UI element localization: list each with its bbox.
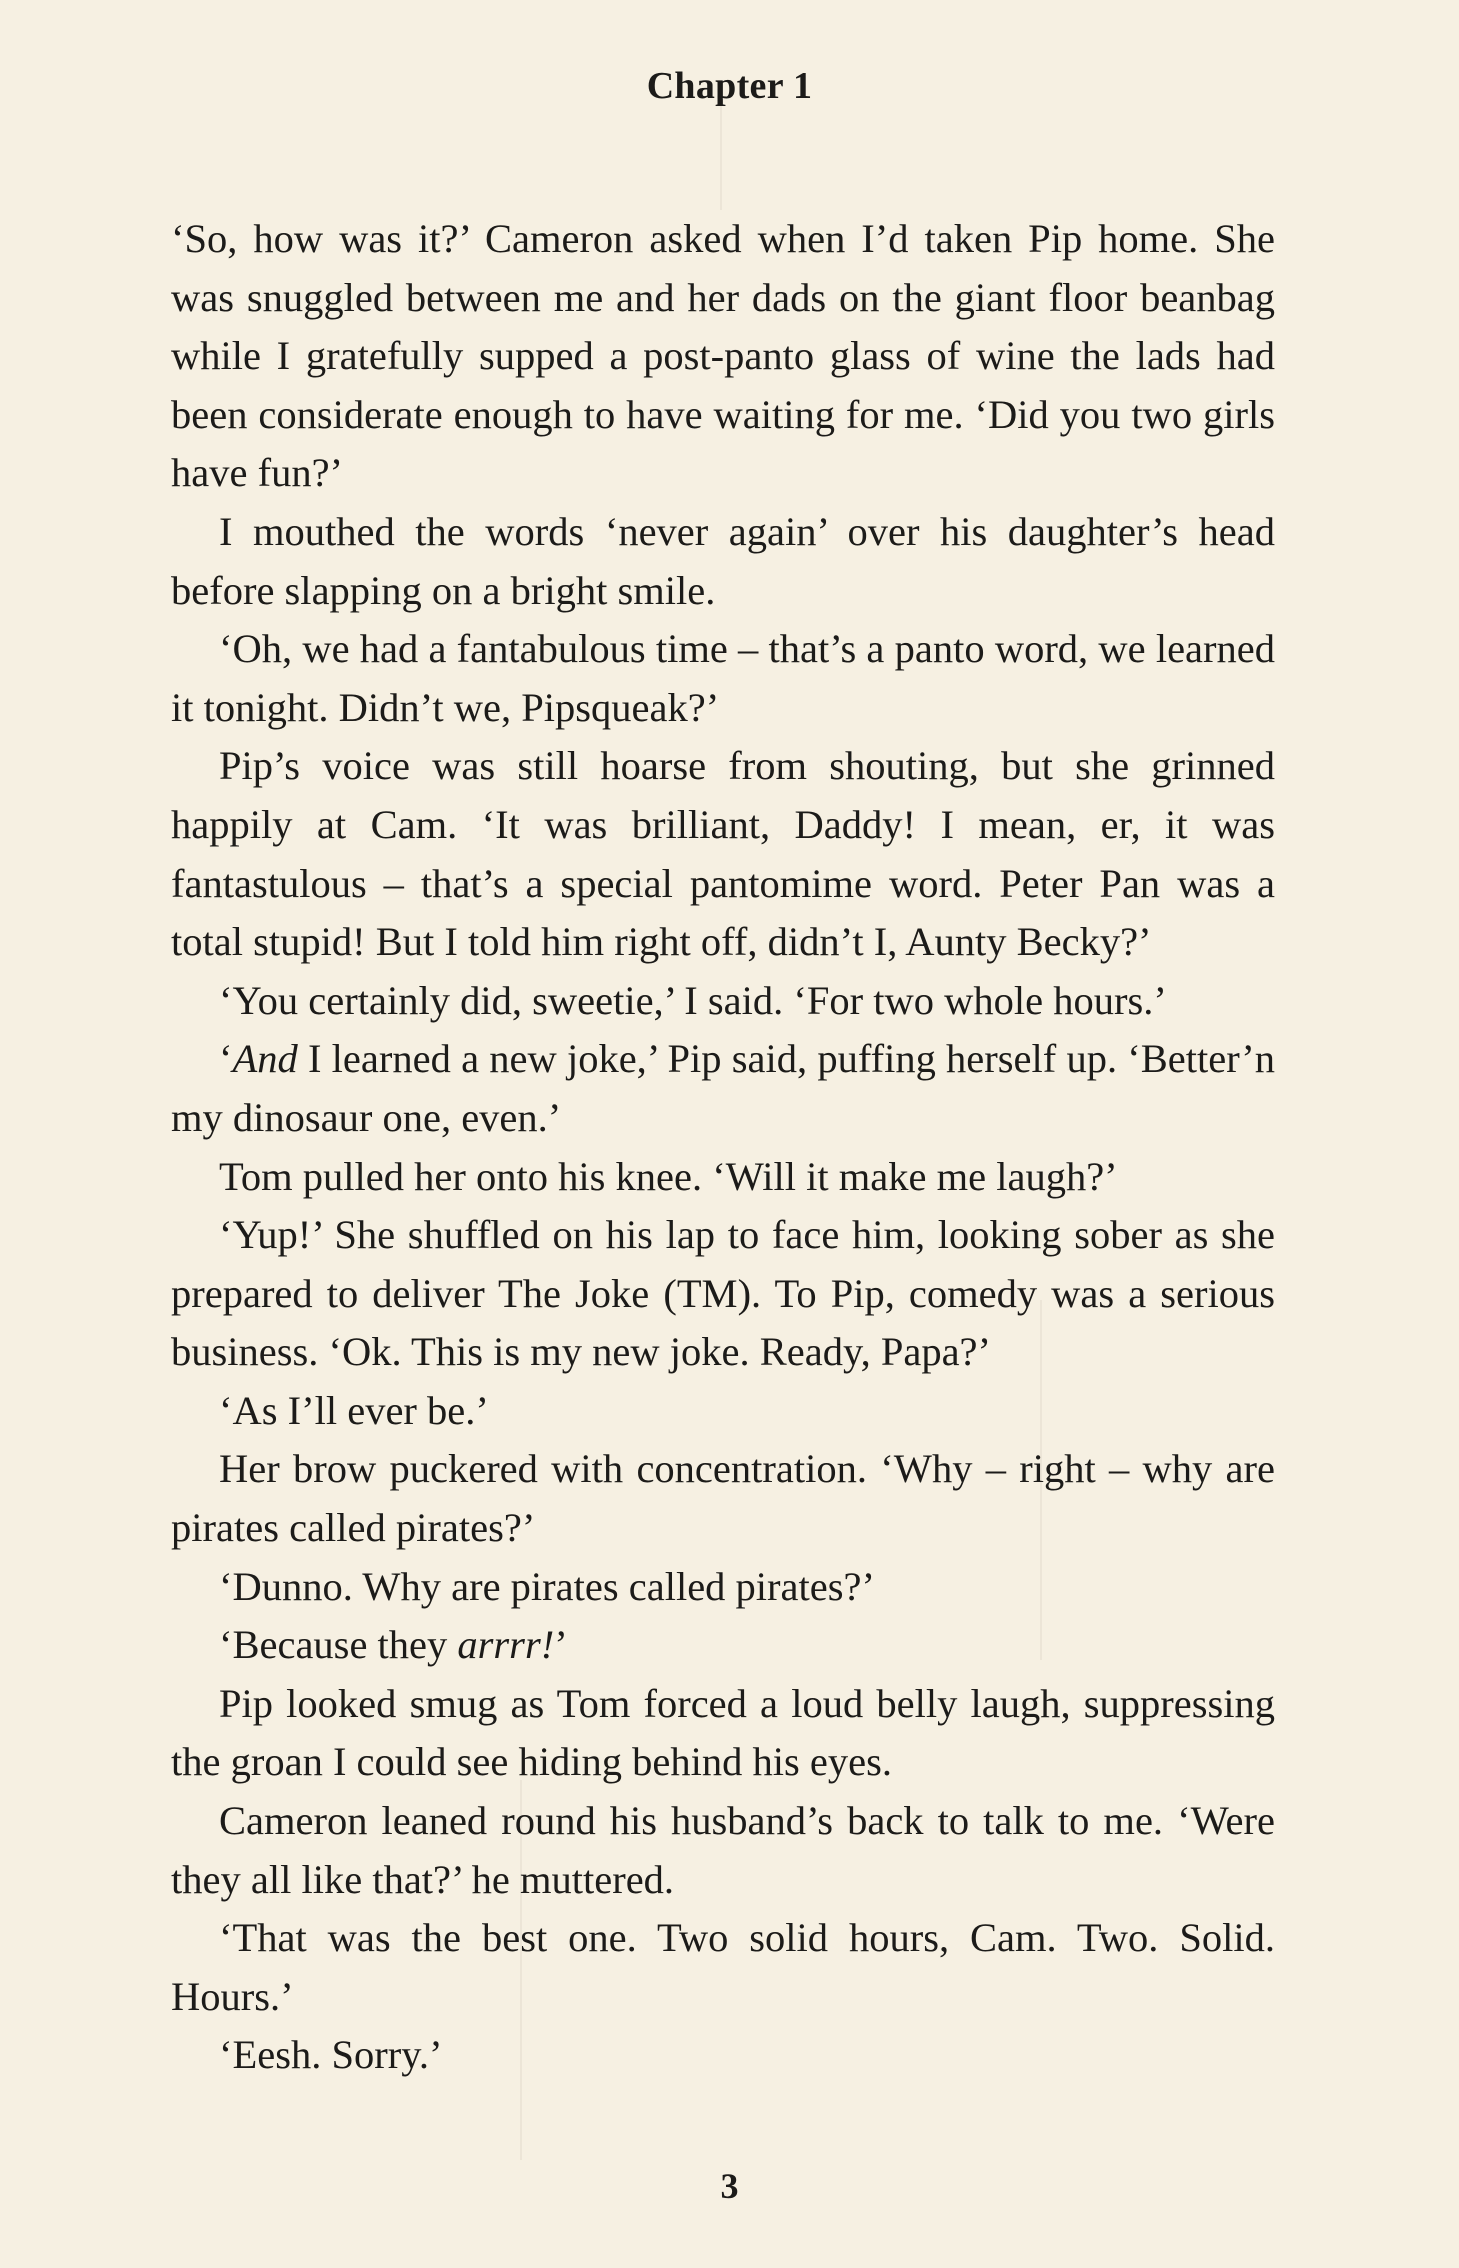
body-text (171, 210, 1275, 2085)
paragraph: Tom pulled her onto his knee. ‘Will it make me laugh?’ (219, 1153, 1118, 1199)
paragraph: ‘Eesh. Sorry.’ (219, 2032, 443, 2078)
paragraph: ‘That was the best one. Two solid hours, Cam. Two. Solid. Hours.’ (171, 1915, 1275, 2019)
paragraph (171, 1030, 1275, 1147)
text-run: ‘Because they (219, 1622, 458, 1668)
page-number: 3 (720, 2166, 739, 2206)
italic-text: arrrr! (457, 1622, 555, 1668)
text-run: I learned a new joke,’ Pip said, puffing herself up. ‘Better’n my dinosaur one, even.’ (171, 1036, 1275, 1140)
paragraph: Pip looked smug as Tom forced a loud belly laugh, suppressing the groan I could see hiding behind his eyes. (171, 1680, 1275, 1785)
text-run: ‘ (219, 1036, 233, 1082)
paragraph: ‘Yup!’ She shuffled on his lap to face him, looking sober as she prepared to deliver The Joke (TM). To Pip, comedy was a serious business. ‘Ok. This is my new joke. Ready, Papa?’ (171, 1212, 1275, 1375)
paragraph: ‘You certainly did, sweetie,’ I said. ‘For two whole hours.’ (219, 977, 1167, 1023)
paragraph (171, 1616, 1275, 1675)
show-through-mark (720, 90, 722, 210)
text-run: ’ (554, 1622, 568, 1668)
paragraph: ‘Dunno. Why are pirates called pirates?’ (219, 1563, 875, 1609)
chapter-heading: Chapter 1 (646, 65, 813, 107)
italic-text: And (232, 1036, 298, 1082)
paragraph: ‘As I’ll ever be.’ (219, 1387, 489, 1433)
paragraph: I mouthed the words ‘never again’ over his daughter’s head before slapping on a bright smile. (171, 508, 1275, 613)
paragraph: ‘Oh, we had a fantabulous time – that’s a panto word, we learned it tonight. Didn’t we, Pipsqueak?’ (171, 626, 1275, 730)
paragraph: ‘So, how was it?’ Cameron asked when I’d taken Pip home. She was snuggled between me and her dads on the giant floor beanbag while I gratefully supped a post-panto glass of wine the lads had been considerate enough to have waiting for me. ‘Did you two girls have fun?’ (171, 216, 1275, 496)
paragraph: Her brow puckered with concentration. ‘Why – right – why are pirates called pirates?’ (171, 1446, 1275, 1551)
paragraph: Cameron leaned round his husband’s back to talk to me. ‘Were they all like that?’ he muttered. (171, 1798, 1275, 1902)
paragraph: Pip’s voice was still hoarse from shouting, but she grinned happily at Cam. ‘It was brilliant, Daddy! I mean, er, it was fantastulous – that’s a special pantomime word. Peter Pan was a total stupid! But I told him right off, didn’t I, Aunty Becky?’ (171, 743, 1275, 965)
